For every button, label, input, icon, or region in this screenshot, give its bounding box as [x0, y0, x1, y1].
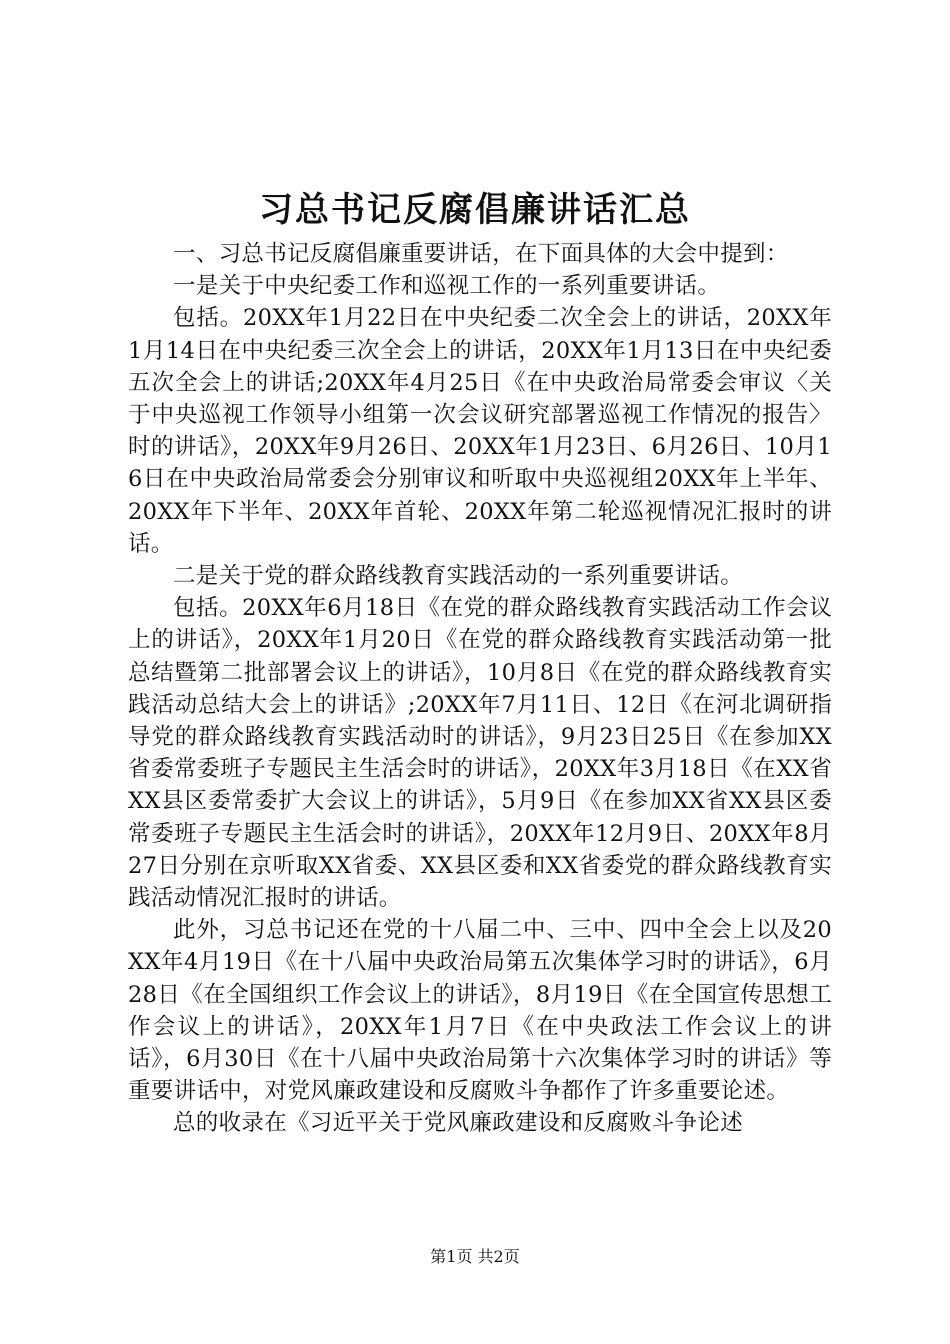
document-body — [128, 238, 832, 1140]
page-number: 第1页 共2页 — [430, 1247, 520, 1266]
paragraph-section-two-details: 包括。20XX年6月18日《在党的群众路线教育实践活动工作会议上的讲话》，20XX年1月20日《在党的群众路线教育实践活动第一批总结暨第二批部署会议上的讲话》，10月8日《在党的群众路线教育实践活动总结大会上的讲话》;20XX年7月11日、12日《在河北调研指导党的群众路线教育实践活动时的讲话》，9月23日25日《在参加XX省委常委班子专题民主生活会时的讲话》，20XX年3月18日《在XX省XX县区委常委扩大会议上的讲话》，5月9日《在参加XX省XX县区委常委班子专题民主生活会时的讲话》，20XX年12月9日、20XX年8月27日分别在京听取XX省委、XX县区委和XX省委党的群众路线教育实践活动情况汇报时的讲话。 — [128, 595, 832, 912]
paragraph-section-one-details: 包括。20XX年1月22日在中央纪委二次全会上的讲话，20XX年1月14日在中央纪委三次全会上的讲话，20XX年1月13日在中央纪委五次全会上的讲话;20XX年4月25日《在中央政治局常委会审议〈关于中央巡视工作领导小组第一次会议研究部署巡视工作情况的报告〉时的讲话》，20XX年9月26日、20XX年1月23日、6月26日、10月16日在中央政治局常委会分别审议和听取中央巡视组20XX年上半年、20XX年下半年、20XX年首轮、20XX年第二轮巡视情况汇报时的讲话。 — [128, 305, 832, 557]
paragraph-intro: 一、习总书记反腐倡廉重要讲话，在下面具体的大会中提到： — [173, 241, 789, 267]
paragraph-section-one: 一是关于中央纪委工作和巡视工作的一系列重要讲话。 — [173, 273, 721, 300]
paragraph-section-two: 二是关于党的群众路线教育实践活动的一系列重要讲话。 — [173, 563, 744, 590]
page-title: 习总书记反腐倡廉讲话汇总 — [259, 190, 691, 230]
paragraph-summary: 总的收录在《习近平关于党风廉政建设和反腐败斗争论述 — [173, 1110, 744, 1137]
paragraph-additional: 此外，习总书记还在党的十八届二中、三中、四中全会上以及20XX年4月19日《在十八届中央政治局第五次集体学习时的讲话》，6月28日《在全国组织工作会议上的讲话》，8月19日《在全国宣传思想工作会议上的讲话》，20XX年1月7日《在中央政法工作会议上的讲话》，6月30日《在十八届中央政治局第十六次集体学习时的讲话》等重要讲话中，对党风廉政建设和反腐败斗争都作了许多重要论述。 — [128, 917, 832, 1105]
